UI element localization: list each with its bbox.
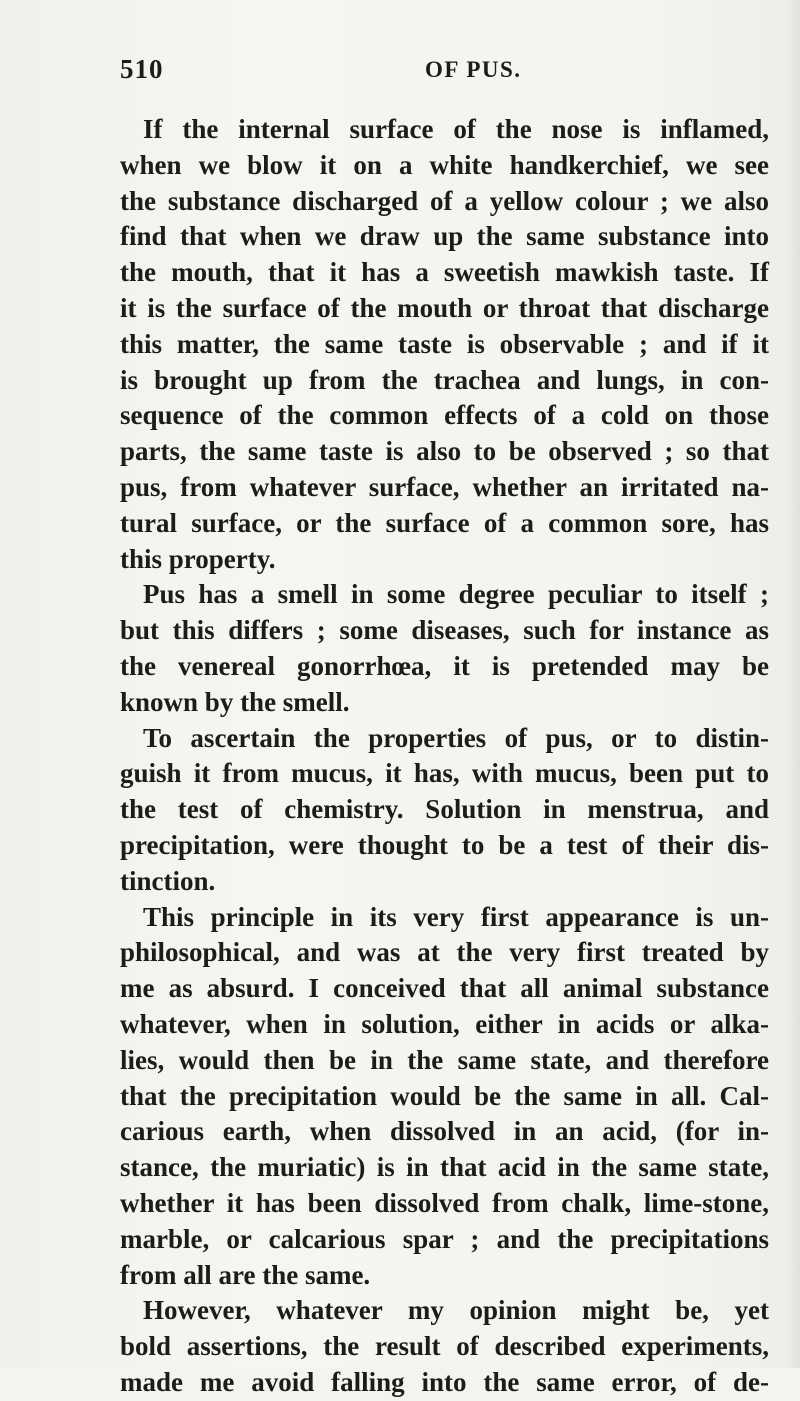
- text-line: the test of chemistry. Solution in menstrua, and: [120, 794, 769, 825]
- text-line: To ascertain the properties of pus, or to distin-: [143, 722, 769, 753]
- text-line: the venereal gonorrhœa, it is pretended may be: [120, 650, 769, 681]
- text-line: made me avoid falling into the same error, of de-: [120, 1366, 769, 1397]
- text-line: pus, from whatever surface, whether an irritated na-: [120, 471, 769, 502]
- text-line: Pus has a smell in some degree peculiar to itself ;: [143, 579, 769, 610]
- running-head-title: OF PUS.: [425, 57, 522, 82]
- page-edge-shadow: [786, 0, 800, 1368]
- body-text: [120, 112, 769, 1401]
- text-line: If the internal surface of the nose is inflamed,: [143, 114, 769, 144]
- text-line: known by the smell.: [120, 686, 350, 717]
- text-line: guish it from mucus, it has, with mucus, been put to: [120, 758, 769, 789]
- text-line: This principle in its very first appearance is un-: [143, 901, 769, 932]
- text-line: lies, would then be in the same state, and therefore: [120, 1044, 769, 1075]
- text-line: sequence of the common effects of a cold on those: [120, 400, 769, 431]
- text-line: me as absurd. I conceived that all animal substance: [120, 973, 769, 1004]
- text-line: whatever, when in solution, either in acids or alka-: [120, 1008, 769, 1039]
- text-line: parts, the same taste is also to be observed ; so that: [120, 436, 769, 467]
- text-line: philosophical, and was at the very first treated by: [120, 937, 769, 968]
- text-line: However, whatever my opinion might be, yet: [143, 1295, 769, 1326]
- text-line: stance, the muriatic) is in that acid in the same state,: [120, 1152, 769, 1183]
- text-line: precipitation, were thought to be a test of their dis-: [120, 829, 769, 860]
- text-line: it is the surface of the mouth or throat that discharge: [120, 292, 769, 323]
- text-line: this matter, the same taste is observable ; and if it: [120, 328, 769, 359]
- running-head: [120, 54, 790, 88]
- text-line: marble, or calcarious spar ; and the precipitations: [120, 1223, 769, 1254]
- text-line: is brought up from the trachea and lungs, in con-: [120, 364, 769, 395]
- text-line: tinction.: [120, 865, 216, 896]
- text-line: tural surface, or the surface of a common sore, has: [120, 507, 769, 538]
- text-line: this property.: [120, 543, 276, 574]
- text-line: whether it has been dissolved from chalk, lime-stone,: [120, 1187, 769, 1218]
- text-line: when we blow it on a white handkerchief, we see: [120, 149, 769, 180]
- text-line: that the precipitation would be the same in all. Cal-: [120, 1080, 769, 1111]
- text-line: the substance discharged of a yellow colour ; we also: [120, 185, 769, 216]
- text-line: but this differs ; some diseases, such for instance as: [120, 615, 769, 646]
- text-line: carious earth, when dissolved in an acid, (for in-: [120, 1116, 769, 1147]
- text-line: find that when we draw up the same substance into: [120, 221, 769, 252]
- text-line: bold assertions, the result of described experiments,: [120, 1331, 769, 1362]
- text-line: from all are the same.: [120, 1259, 371, 1290]
- page-number: 510: [120, 54, 164, 84]
- text-line: the mouth, that it has a sweetish mawkish taste. If: [120, 257, 769, 288]
